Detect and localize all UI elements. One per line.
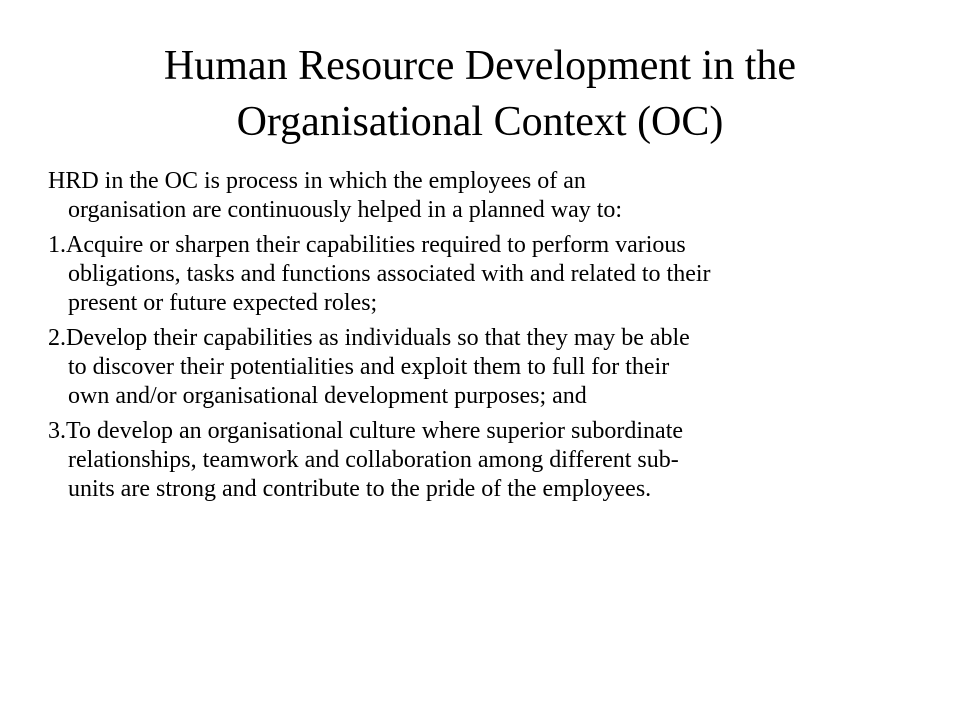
list-item-3 — [48, 417, 928, 504]
text-line: to discover their potentialities and exploit them to full for their — [68, 354, 670, 380]
text-line: 2.Develop their capabilities as individuals so that they may be able — [48, 325, 690, 351]
text-line: relationships, teamwork and collaboration among different sub- — [68, 447, 679, 473]
text-line: HRD in the OC is process in which the employees of an — [48, 168, 586, 194]
text-line: own and/or organisational development purposes; and — [68, 383, 587, 409]
text-line: 1.Acquire or sharpen their capabilities required to perform various — [48, 232, 686, 258]
text-line: organisation are continuously helped in a planned way to: — [68, 197, 623, 223]
text-line: present or future expected roles; — [68, 290, 378, 316]
slide-title-line: Human Resource Development in the — [163, 43, 797, 89]
slide-title-line: Organisational Context (OC) — [236, 99, 724, 145]
slide-title — [60, 38, 900, 150]
text-line: units are strong and contribute to the pride of the employees. — [68, 476, 652, 502]
text-line: 3.To develop an organisational culture where superior subordinate — [48, 418, 684, 444]
list-item-1 — [48, 231, 928, 318]
intro-paragraph — [48, 167, 928, 225]
slide-body — [48, 167, 928, 510]
list-item-2 — [48, 324, 928, 411]
text-line: obligations, tasks and functions associated with and related to their — [68, 261, 711, 287]
